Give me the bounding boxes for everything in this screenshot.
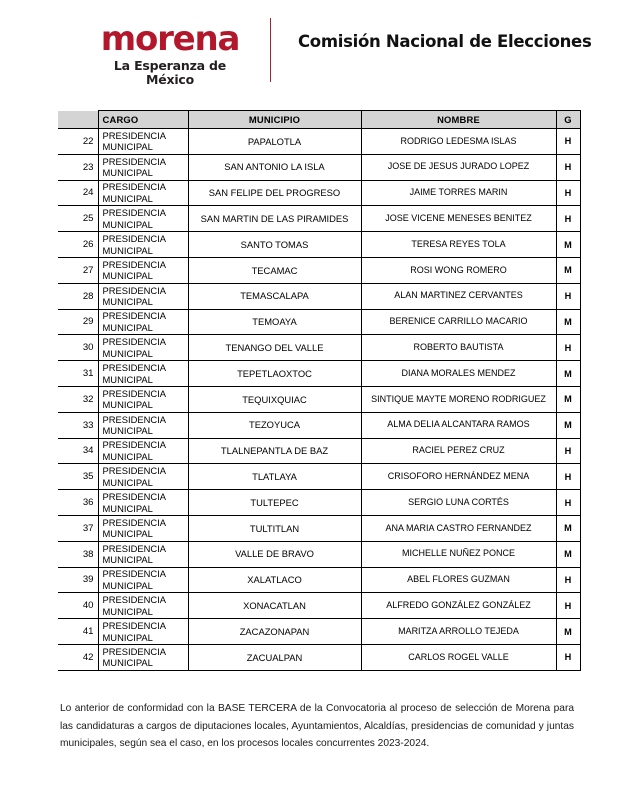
table-row — [58, 154, 580, 180]
cell-municipio: TEMASCALAPA — [188, 283, 361, 309]
cell-index: 34 — [58, 438, 98, 464]
cell-cargo: PRESIDENCIA MUNICIPAL — [98, 644, 188, 670]
cell-municipio: PAPALOTLA — [188, 129, 361, 155]
footer-note: Lo anterior de conformidad con la BASE TERCERA de la Convocatoria al proceso de selección de Morena para las candidaturas a cargos de diputaciones locales, Ayuntamientos, Alcaldías, presidencias de comunidad y juntas municipales, según sea el caso, en los procesos locales concurrentes 2023-2024. — [60, 703, 574, 749]
morena-logo — [94, 19, 246, 87]
cell-municipio: SAN MARTIN DE LAS PIRAMIDES — [188, 206, 361, 232]
cell-genero: H — [556, 644, 580, 670]
cell-municipio: TEQUIXQUIAC — [188, 386, 361, 412]
cell-genero: M — [556, 309, 580, 335]
table-row — [58, 232, 580, 258]
document-header — [0, 0, 634, 100]
table-row — [58, 644, 580, 670]
table-row — [58, 129, 580, 155]
cell-municipio: XALATLACO — [188, 567, 361, 593]
cell-index: 36 — [58, 490, 98, 516]
cell-index: 42 — [58, 644, 98, 670]
table-row — [58, 309, 580, 335]
cell-index: 23 — [58, 154, 98, 180]
table-row — [58, 335, 580, 361]
cell-index: 25 — [58, 206, 98, 232]
table-row — [58, 464, 580, 490]
cell-genero: M — [556, 412, 580, 438]
cell-nombre: ANA MARIA CASTRO FERNANDEZ — [361, 515, 556, 541]
table-row — [58, 283, 580, 309]
table-row — [58, 386, 580, 412]
cell-genero: M — [556, 361, 580, 387]
cell-cargo: PRESIDENCIA MUNICIPAL — [98, 206, 188, 232]
cell-nombre: JOSE VICENE MENESES BENITEZ — [361, 206, 556, 232]
cell-municipio: TEZOYUCA — [188, 412, 361, 438]
table-row — [58, 438, 580, 464]
cell-index: 26 — [58, 232, 98, 258]
cell-genero: H — [556, 283, 580, 309]
cell-index: 29 — [58, 309, 98, 335]
cell-municipio: SAN ANTONIO LA ISLA — [188, 154, 361, 180]
cell-cargo: PRESIDENCIA MUNICIPAL — [98, 541, 188, 567]
cell-nombre: SERGIO LUNA CORTÉS — [361, 490, 556, 516]
cell-nombre: MARITZA ARROLLO TEJEDA — [361, 619, 556, 645]
cell-genero: H — [556, 206, 580, 232]
cell-genero: H — [556, 180, 580, 206]
cell-index: 35 — [58, 464, 98, 490]
table-row — [58, 567, 580, 593]
cell-cargo: PRESIDENCIA MUNICIPAL — [98, 412, 188, 438]
cell-municipio: ZACUALPAN — [188, 644, 361, 670]
cell-municipio: VALLE DE BRAVO — [188, 541, 361, 567]
table-row — [58, 361, 580, 387]
table-row — [58, 206, 580, 232]
cell-index: 41 — [58, 619, 98, 645]
table-row — [58, 180, 580, 206]
header-divider — [270, 18, 271, 82]
table-row — [58, 619, 580, 645]
cell-municipio: TENANGO DEL VALLE — [188, 335, 361, 361]
cell-cargo: PRESIDENCIA MUNICIPAL — [98, 309, 188, 335]
cell-nombre: CRISOFORO HERNÁNDEZ MENA — [361, 464, 556, 490]
table-row — [58, 515, 580, 541]
cell-nombre: JOSE DE JESUS JURADO LOPEZ — [361, 154, 556, 180]
column-header-cargo: CARGO — [98, 111, 188, 129]
cell-municipio: XONACATLAN — [188, 593, 361, 619]
cell-municipio: TEPETLAOXTOC — [188, 361, 361, 387]
cell-nombre: ALMA DELIA ALCANTARA RAMOS — [361, 412, 556, 438]
cell-nombre: ABEL FLORES GUZMAN — [361, 567, 556, 593]
cell-cargo: PRESIDENCIA MUNICIPAL — [98, 567, 188, 593]
table-row — [58, 541, 580, 567]
cell-index: 40 — [58, 593, 98, 619]
cell-genero: H — [556, 593, 580, 619]
cell-genero: M — [556, 257, 580, 283]
column-header-g: G — [556, 111, 580, 129]
cell-municipio: SAN FELIPE DEL PROGRESO — [188, 180, 361, 206]
cell-genero: H — [556, 129, 580, 155]
cell-cargo: PRESIDENCIA MUNICIPAL — [98, 490, 188, 516]
cell-municipio: TULTITLAN — [188, 515, 361, 541]
cell-nombre: SINTIQUE MAYTE MORENO RODRIGUEZ — [361, 386, 556, 412]
cell-index: 24 — [58, 180, 98, 206]
cell-nombre: ROBERTO BAUTISTA — [361, 335, 556, 361]
cell-index: 27 — [58, 257, 98, 283]
table-header-row — [58, 111, 580, 129]
cell-municipio: SANTO TOMAS — [188, 232, 361, 258]
cell-cargo: PRESIDENCIA MUNICIPAL — [98, 464, 188, 490]
cell-nombre: CARLOS ROGEL VALLE — [361, 644, 556, 670]
candidates-table-container — [58, 110, 580, 671]
table-row — [58, 257, 580, 283]
column-header-index — [58, 111, 98, 129]
cell-genero: H — [556, 567, 580, 593]
cell-genero: M — [556, 232, 580, 258]
cell-cargo: PRESIDENCIA MUNICIPAL — [98, 257, 188, 283]
cell-cargo: PRESIDENCIA MUNICIPAL — [98, 386, 188, 412]
cell-index: 39 — [58, 567, 98, 593]
cell-nombre: TERESA REYES TOLA — [361, 232, 556, 258]
page-title: Comisión Nacional de Elecciones — [298, 32, 592, 51]
column-header-municipio: MUNICIPIO — [188, 111, 361, 129]
cell-cargo: PRESIDENCIA MUNICIPAL — [98, 438, 188, 464]
cell-municipio: TECAMAC — [188, 257, 361, 283]
cell-cargo: PRESIDENCIA MUNICIPAL — [98, 593, 188, 619]
cell-nombre: ALFREDO GONZÁLEZ GONZÁLEZ — [361, 593, 556, 619]
cell-genero: H — [556, 335, 580, 361]
candidates-table — [58, 110, 581, 671]
table-body — [58, 129, 580, 671]
table-row — [58, 412, 580, 438]
column-header-nombre: NOMBRE — [361, 111, 556, 129]
morena-tagline: La Esperanza de México — [113, 58, 227, 87]
cell-nombre: BERENICE CARRILLO MACARIO — [361, 309, 556, 335]
cell-nombre: DIANA MORALES MENDEZ — [361, 361, 556, 387]
cell-cargo: PRESIDENCIA MUNICIPAL — [98, 283, 188, 309]
cell-index: 22 — [58, 129, 98, 155]
cell-municipio: TEMOAYA — [188, 309, 361, 335]
cell-genero: M — [556, 386, 580, 412]
cell-genero: M — [556, 541, 580, 567]
cell-index: 28 — [58, 283, 98, 309]
cell-index: 32 — [58, 386, 98, 412]
cell-municipio: TLATLAYA — [188, 464, 361, 490]
cell-index: 33 — [58, 412, 98, 438]
cell-cargo: PRESIDENCIA MUNICIPAL — [98, 180, 188, 206]
morena-wordmark: morena — [100, 19, 240, 59]
cell-cargo: PRESIDENCIA MUNICIPAL — [98, 619, 188, 645]
table-header — [58, 111, 580, 129]
cell-genero: H — [556, 154, 580, 180]
cell-cargo: PRESIDENCIA MUNICIPAL — [98, 515, 188, 541]
cell-index: 38 — [58, 541, 98, 567]
cell-cargo: PRESIDENCIA MUNICIPAL — [98, 154, 188, 180]
table-row — [58, 490, 580, 516]
cell-cargo: PRESIDENCIA MUNICIPAL — [98, 232, 188, 258]
cell-genero: M — [556, 619, 580, 645]
cell-municipio: ZACAZONAPAN — [188, 619, 361, 645]
cell-nombre: RACIEL PEREZ CRUZ — [361, 438, 556, 464]
cell-municipio: TLALNEPANTLA DE BAZ — [188, 438, 361, 464]
cell-cargo: PRESIDENCIA MUNICIPAL — [98, 361, 188, 387]
cell-cargo: PRESIDENCIA MUNICIPAL — [98, 335, 188, 361]
cell-municipio: TULTEPEC — [188, 490, 361, 516]
cell-genero: M — [556, 515, 580, 541]
cell-genero: H — [556, 490, 580, 516]
cell-nombre: ROSI WONG ROMERO — [361, 257, 556, 283]
cell-genero: H — [556, 464, 580, 490]
table-row — [58, 593, 580, 619]
cell-index: 30 — [58, 335, 98, 361]
cell-genero: H — [556, 438, 580, 464]
cell-nombre: MICHELLE NUÑEZ PONCE — [361, 541, 556, 567]
cell-index: 37 — [58, 515, 98, 541]
cell-nombre: ALAN MARTINEZ CERVANTES — [361, 283, 556, 309]
cell-cargo: PRESIDENCIA MUNICIPAL — [98, 129, 188, 155]
cell-index: 31 — [58, 361, 98, 387]
cell-nombre: RODRIGO LEDESMA ISLAS — [361, 129, 556, 155]
cell-nombre: JAIME TORRES MARIN — [361, 180, 556, 206]
